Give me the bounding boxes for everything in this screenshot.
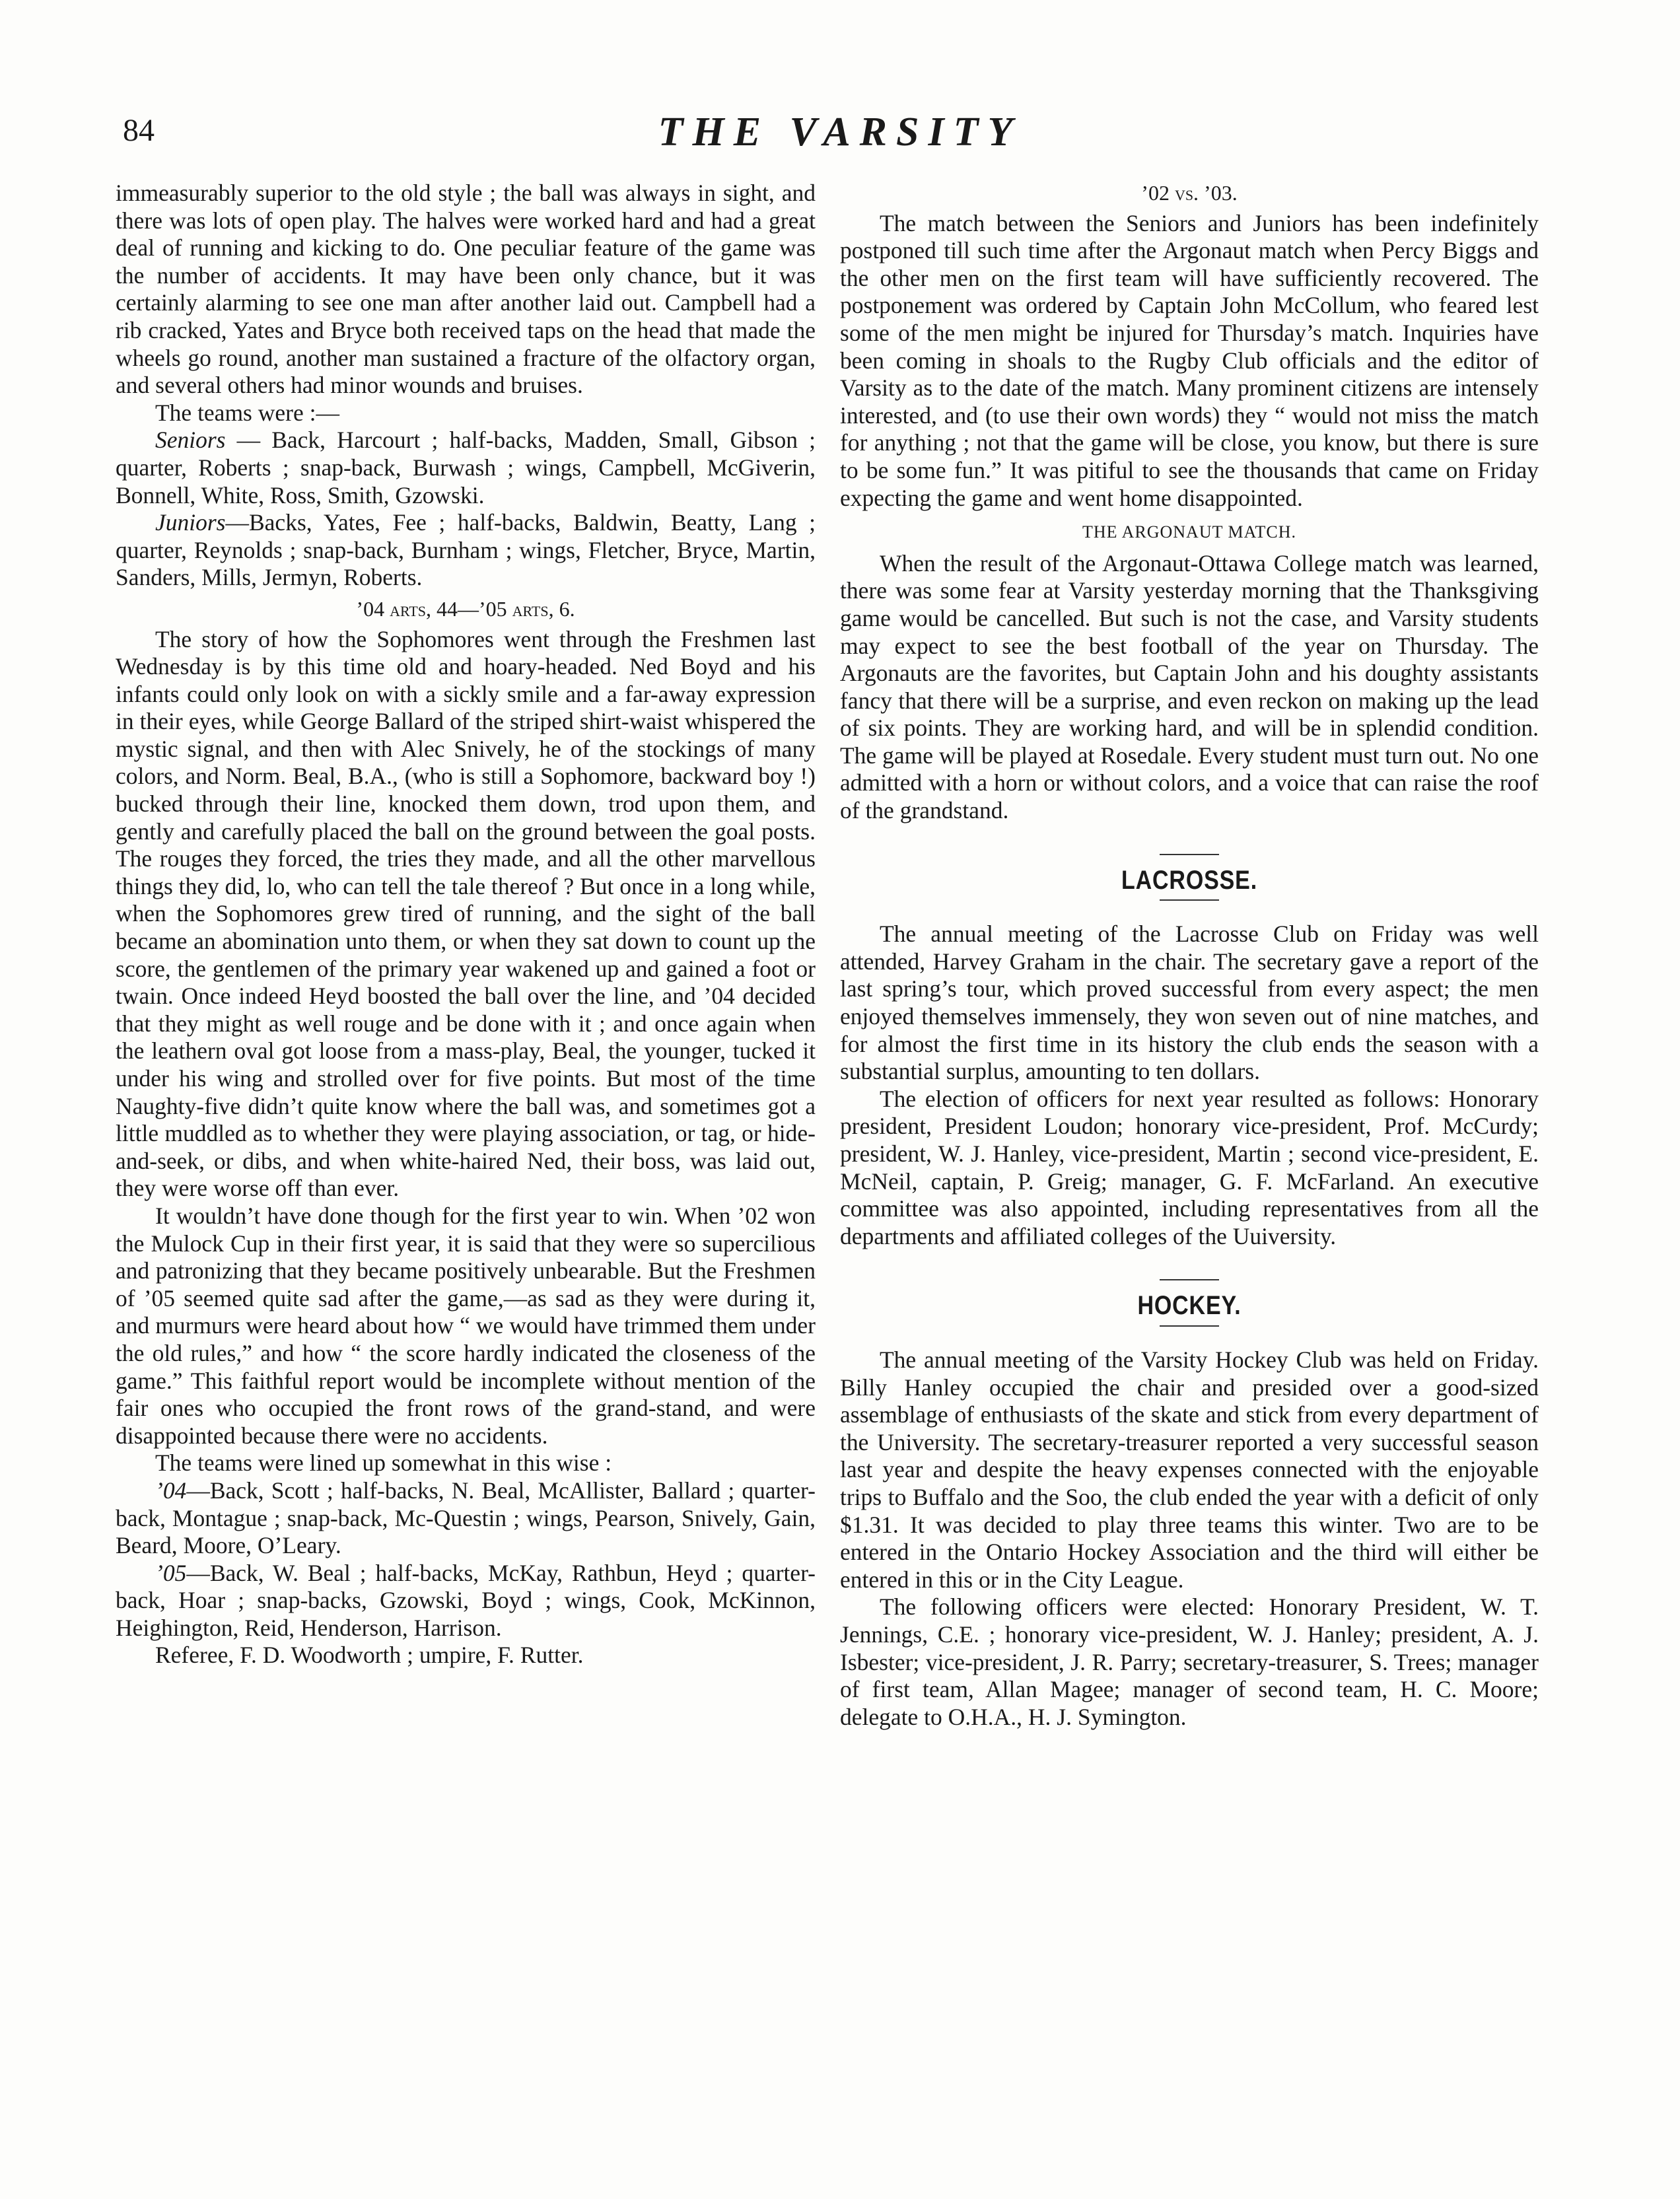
hockey-heading: HOCKEY. <box>1137 1291 1242 1321</box>
hockey-officers-paragraph: The following officers were elected: Honorary President, W. T. Jennings, C.E. ; honorary vice-president, W. J. Hanley; president, A. J. Isbester; vice-president, J. R. Parry; secretary-treasurer, S. Trees; manager of first team, Allan Magee; manager of second team, H. C. Moore; delegate to O.H.A., H. J. Symington. <box>840 1593 1539 1730</box>
section-rule <box>1160 1325 1219 1327</box>
masthead: THE VARSITY <box>658 110 1022 155</box>
right-column <box>840 180 1539 1731</box>
juniors-text: —Backs, Yates, Fee ; half-backs, Baldwin, Beatty, Lang ; quarter, Reynolds ; snap-back, Burnham ; wings, Fletcher, Bryce, Martin, Sanders, Mills, Jermyn, Roberts. <box>116 509 816 591</box>
freshmen-paragraph: It wouldn’t have done though for the first year to win. When ’02 won the Mulock Cup in their first year, it is said that they were so supercilious and patronizing that they became positively unbearable. But the Freshmen of ’05 seemed quite sad after the game,—as sad as they were during it, and murmurs were heard about how “ we would have trimmed them under the old rules,” and how “ the score hardly indicated the closeness of the game.” This faithful report would be incomplete without mention of the fair ones who occupied the front rows of the grand-stand, and were disappointed because there were no accidents. <box>116 1202 816 1449</box>
postponement-paragraph: The match between the Seniors and Juniors has been indefinitely postponed till such time after the Argonaut match when Percy Biggs and the other men on the first team will have sufficiently recovered. The postponement was ordered by Captain John McCollum, who feared lest some of the men might be injured for Thursday’s match. Inquiries have been coming in shoals to the Rugby Club officials and the editor of Varsity as to the date of the match. Many prominent citizens are intensely interested, and (to use their own words) they “ would not miss the match for anything ; not that the game will be close, you know, but there is sure to be some fun.” It was pitiful to see the thousands that came on Friday expecting the game and went home disappointed. <box>840 209 1539 511</box>
section-rule <box>1160 1279 1219 1280</box>
seniors-juniors-subhead: ’02 vs. ’03. <box>1141 181 1238 205</box>
section-rule <box>1160 854 1219 855</box>
team-05-lineup <box>116 1560 816 1642</box>
team-05-label: ’05 <box>155 1559 187 1586</box>
hockey-meeting-paragraph: The annual meeting of the Varsity Hockey Club was held on Friday. Billy Hanley occupied the chair and presided over a good-sized assemblage of enthusiasts of the skate and stick from every department of the University. The secretary-treasurer reported a very successful season last year and despite the heavy expenses connected with the enjoyable trips to Buffalo and the Soo, the club ended the year with a deficit of only $1.31. It was decided to play three teams this winter. Two are to be entered in the Ontario Hockey Association and the third will either be entered in this or in the City League. <box>840 1346 1539 1593</box>
officials-line: Referee, F. D. Woodworth ; umpire, F. Rutter. <box>155 1642 584 1669</box>
team-04-text: —Back, Scott ; half-backs, N. Beal, McAllister, Ballard ; quarter-back, Montague ; snap-back, Mc-Questin ; wings, Pearson, Snively, Gain, Beard, Moore, O’Leary. <box>116 1477 816 1559</box>
lineup-intro: The teams were lined up somewhat in this wise : <box>155 1449 612 1477</box>
juniors-lineup <box>116 509 816 592</box>
teams-intro: The teams were :— <box>155 399 339 426</box>
seniors-label: Seniors <box>155 427 226 454</box>
sophomores-story: The story of how the Sophomores went through the Freshmen last Wednesday is by this time old and hoary-headed. Ned Boyd and his infants could only look on with a sickly smile and a far-away expression in their eyes, while George Ballard of the striped shirt-waist whispered the mystic signal, and then with Alec Snively, he of the stockings of many colors, and Norm. Beal, B.A., (who is still a Sophomore, backward boy !) bucked through their line, knocked them down, trod upon them, and gently and carefully placed the ball on the ground between the goal posts. The rouges they forced, the tries they made, and all the other marvellous things they did, lo, who can tell the tale thereof ? But once in a long while, when the Sophomores grew tired of running, and the sight of the ball became an abomination unto them, or when they sat down to count up the score, the gentlemen of the primary year wakened up and gained a foot or twain. Once indeed Heyd boosted the ball over the line, and ’04 decided that they might as well rouge and be done with it ; and once again when the leathern oval got loose from a mass-play, Beal, the younger, tucked it under his wing and strolled over for five points. But most of the time Naughty-five didn’t quite know where the ball was, and sometimes got a little muddled as to whether they were playing association, or tag, or hide-and-seek, or dibs, and when white-haired Ned, their boss, was laid out, they were worse off than ever. <box>116 625 816 1202</box>
team-04-lineup <box>116 1477 816 1560</box>
football-paragraph-continued: immeasurably superior to the old style ; the ball was always in sight, and there was lots of open play. The halves were worked hard and had a great deal of running and kicking to do. One peculiar feature of the game was the number of accidents. It may have been only chance, but it was certainly alarming to see one man after another laid out. Campbell had a rib cracked, Yates and Bryce both received taps on the head that made the wheels go round, another man sustained a fracture of the olfactory organ, and several others had minor wounds and bruises. <box>116 180 816 399</box>
lacrosse-meeting-paragraph: The annual meeting of the Lacrosse Club on Friday was well attended, Harvey Graham in the chair. The secretary gave a report of the last spring’s tour, which proved successful from every aspect; the men enjoyed themselves immensely, they won seven out of nine matches, and for almost the first time in its history the club ends the season with a substantial surplus, amounting to ten dollars. <box>840 921 1539 1085</box>
section-rule <box>1160 899 1219 901</box>
argonaut-subhead: THE ARGONAUT MATCH. <box>1082 522 1297 542</box>
lacrosse-heading: LACROSSE. <box>1121 865 1257 895</box>
team-04-label: ’04 <box>155 1477 187 1504</box>
lacrosse-officers-paragraph: The election of officers for next year resulted as follows: Honorary president, President Loudon; honorary vice-president, Prof. McCurdy; president, W. J. Hanley, vice-president, Martin ; second vice-president, E. McNeil, captain, P. Greig; manager, G. F. McFarland. An executive committee was also appointed, including representatives from all the departments and affiliated colleges of the Uuiversity. <box>840 1085 1539 1249</box>
arts-match-subhead: ’04 arts, 44—’05 arts, 6. <box>356 596 575 621</box>
seniors-lineup <box>116 427 816 509</box>
left-column <box>116 180 816 1669</box>
page-number: 84 <box>123 113 155 148</box>
argonaut-paragraph: When the result of the Argonaut-Ottawa College match was learned, there was some fear at Varsity yesterday morning that the Thanksgiving game would be cancelled. But such is not the case, and Varsity students may expect to see the best football of the year on Thursday. The Argonauts are the favorites, but Captain John and his doughty assistants fancy that there will be a surprise, and even reckon on making up the lead of six points. They are working hard, and will be in splendid condition. The game will be played at Rosedale. Every student must turn out. No one admitted with a horn or without colors, and a voice that can raise the roof of the grandstand. <box>840 549 1539 824</box>
juniors-label: Juniors <box>155 509 226 536</box>
team-05-text: —Back, W. Beal ; half-backs, McKay, Rathbun, Heyd ; quarter-back, Hoar ; snap-backs, Gzowski, Boyd ; wings, Cook, McKinnon, Heighington, Reid, Henderson, Harrison. <box>116 1559 816 1641</box>
seniors-text: — Back, Harcourt ; half-backs, Madden, Small, Gibson ; quarter, Roberts ; snap-back, Burwash ; wings, Campbell, McGiverin, Bonnell, White, Ross, Smith, Gzowski. <box>116 427 816 508</box>
